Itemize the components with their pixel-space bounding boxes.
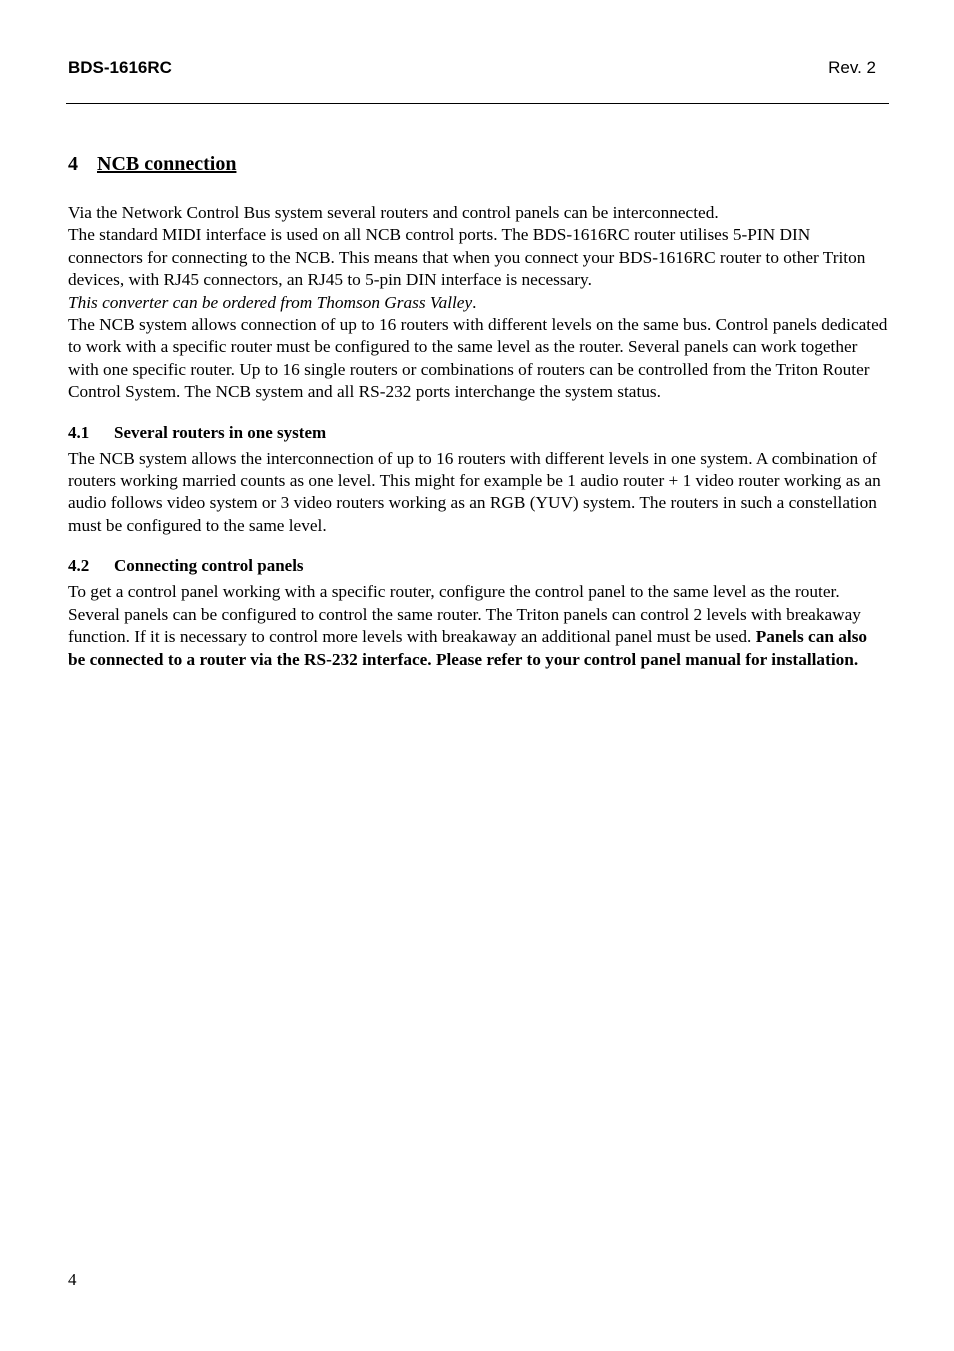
page-content	[68, 150, 888, 671]
subsection-number: 4.1	[68, 422, 90, 442]
subsection-title: Several routers in one system	[114, 422, 327, 442]
section-number: 4	[68, 153, 78, 175]
section-title: NCB connection	[97, 153, 237, 175]
subsection-title: Connecting control panels	[114, 556, 304, 576]
intro-paragraph-1: Via the Network Control Bus system several routers and control panels can be interconnected.	[68, 203, 719, 222]
section-heading	[68, 150, 888, 178]
page-number: 4	[68, 1270, 77, 1289]
subsection-heading-4-1	[68, 422, 888, 444]
converter-note-period: .	[472, 292, 477, 312]
subsection-body-bold: Panels can also be connected to a router via the RS-232 interface. Please refer to your control panel manual for installation.	[68, 627, 868, 669]
subsection-body-4-1: The NCB system allows the interconnection of up to 16 routers with different levels in one system. A combination of routers working married counts as one level. This might for example be 1 audio router + 1 video router working as an audio follows video system or 3 video routers working as an RGB (YUV) system. The routers in such a constellation must be configured to the same level.	[68, 448, 881, 535]
revision-label: Rev. 2	[828, 58, 876, 77]
subsection-heading-4-2	[68, 555, 888, 577]
converter-note: This converter can be ordered from Thomson Grass Valley	[68, 292, 473, 312]
intro-paragraph-italic	[68, 292, 888, 314]
header-rule	[66, 103, 889, 104]
page-header	[68, 58, 876, 82]
section-intro	[68, 202, 888, 404]
subsection-body-text: To get a control panel working with a specific router, configure the control panel to the same level as the router. Several panels can be configured to control the same router. The Triton panels can control 2 levels with breakaway function. If it is necessary to control more levels with breakaway an additional panel must be used.	[68, 582, 861, 647]
document-id: BDS-1616RC	[68, 58, 172, 77]
intro-paragraph-2: The standard MIDI interface is used on all NCB control ports. The BDS-1616RC router utilises 5-PIN DIN connectors for connecting to the NCB. This means that when you connect your BDS-1616RC router to other Triton devices, with RJ45 connectors, an RJ45 to 5-pin DIN interface is necessary.	[68, 225, 866, 290]
subsection-number: 4.2	[68, 556, 90, 576]
intro-paragraph-3: The NCB system allows connection of up to 16 routers with different levels on the same bus. Control panels dedicated to work with a specific router must be configured to the same level as the router. Several panels can work together with one specific router. Up to 16 single routers or combinations of routers can be controlled from the Triton Router Control System. The NCB system and all RS-232 ports interchange the system status.	[68, 315, 888, 402]
subsection-body-4-2	[68, 581, 888, 671]
